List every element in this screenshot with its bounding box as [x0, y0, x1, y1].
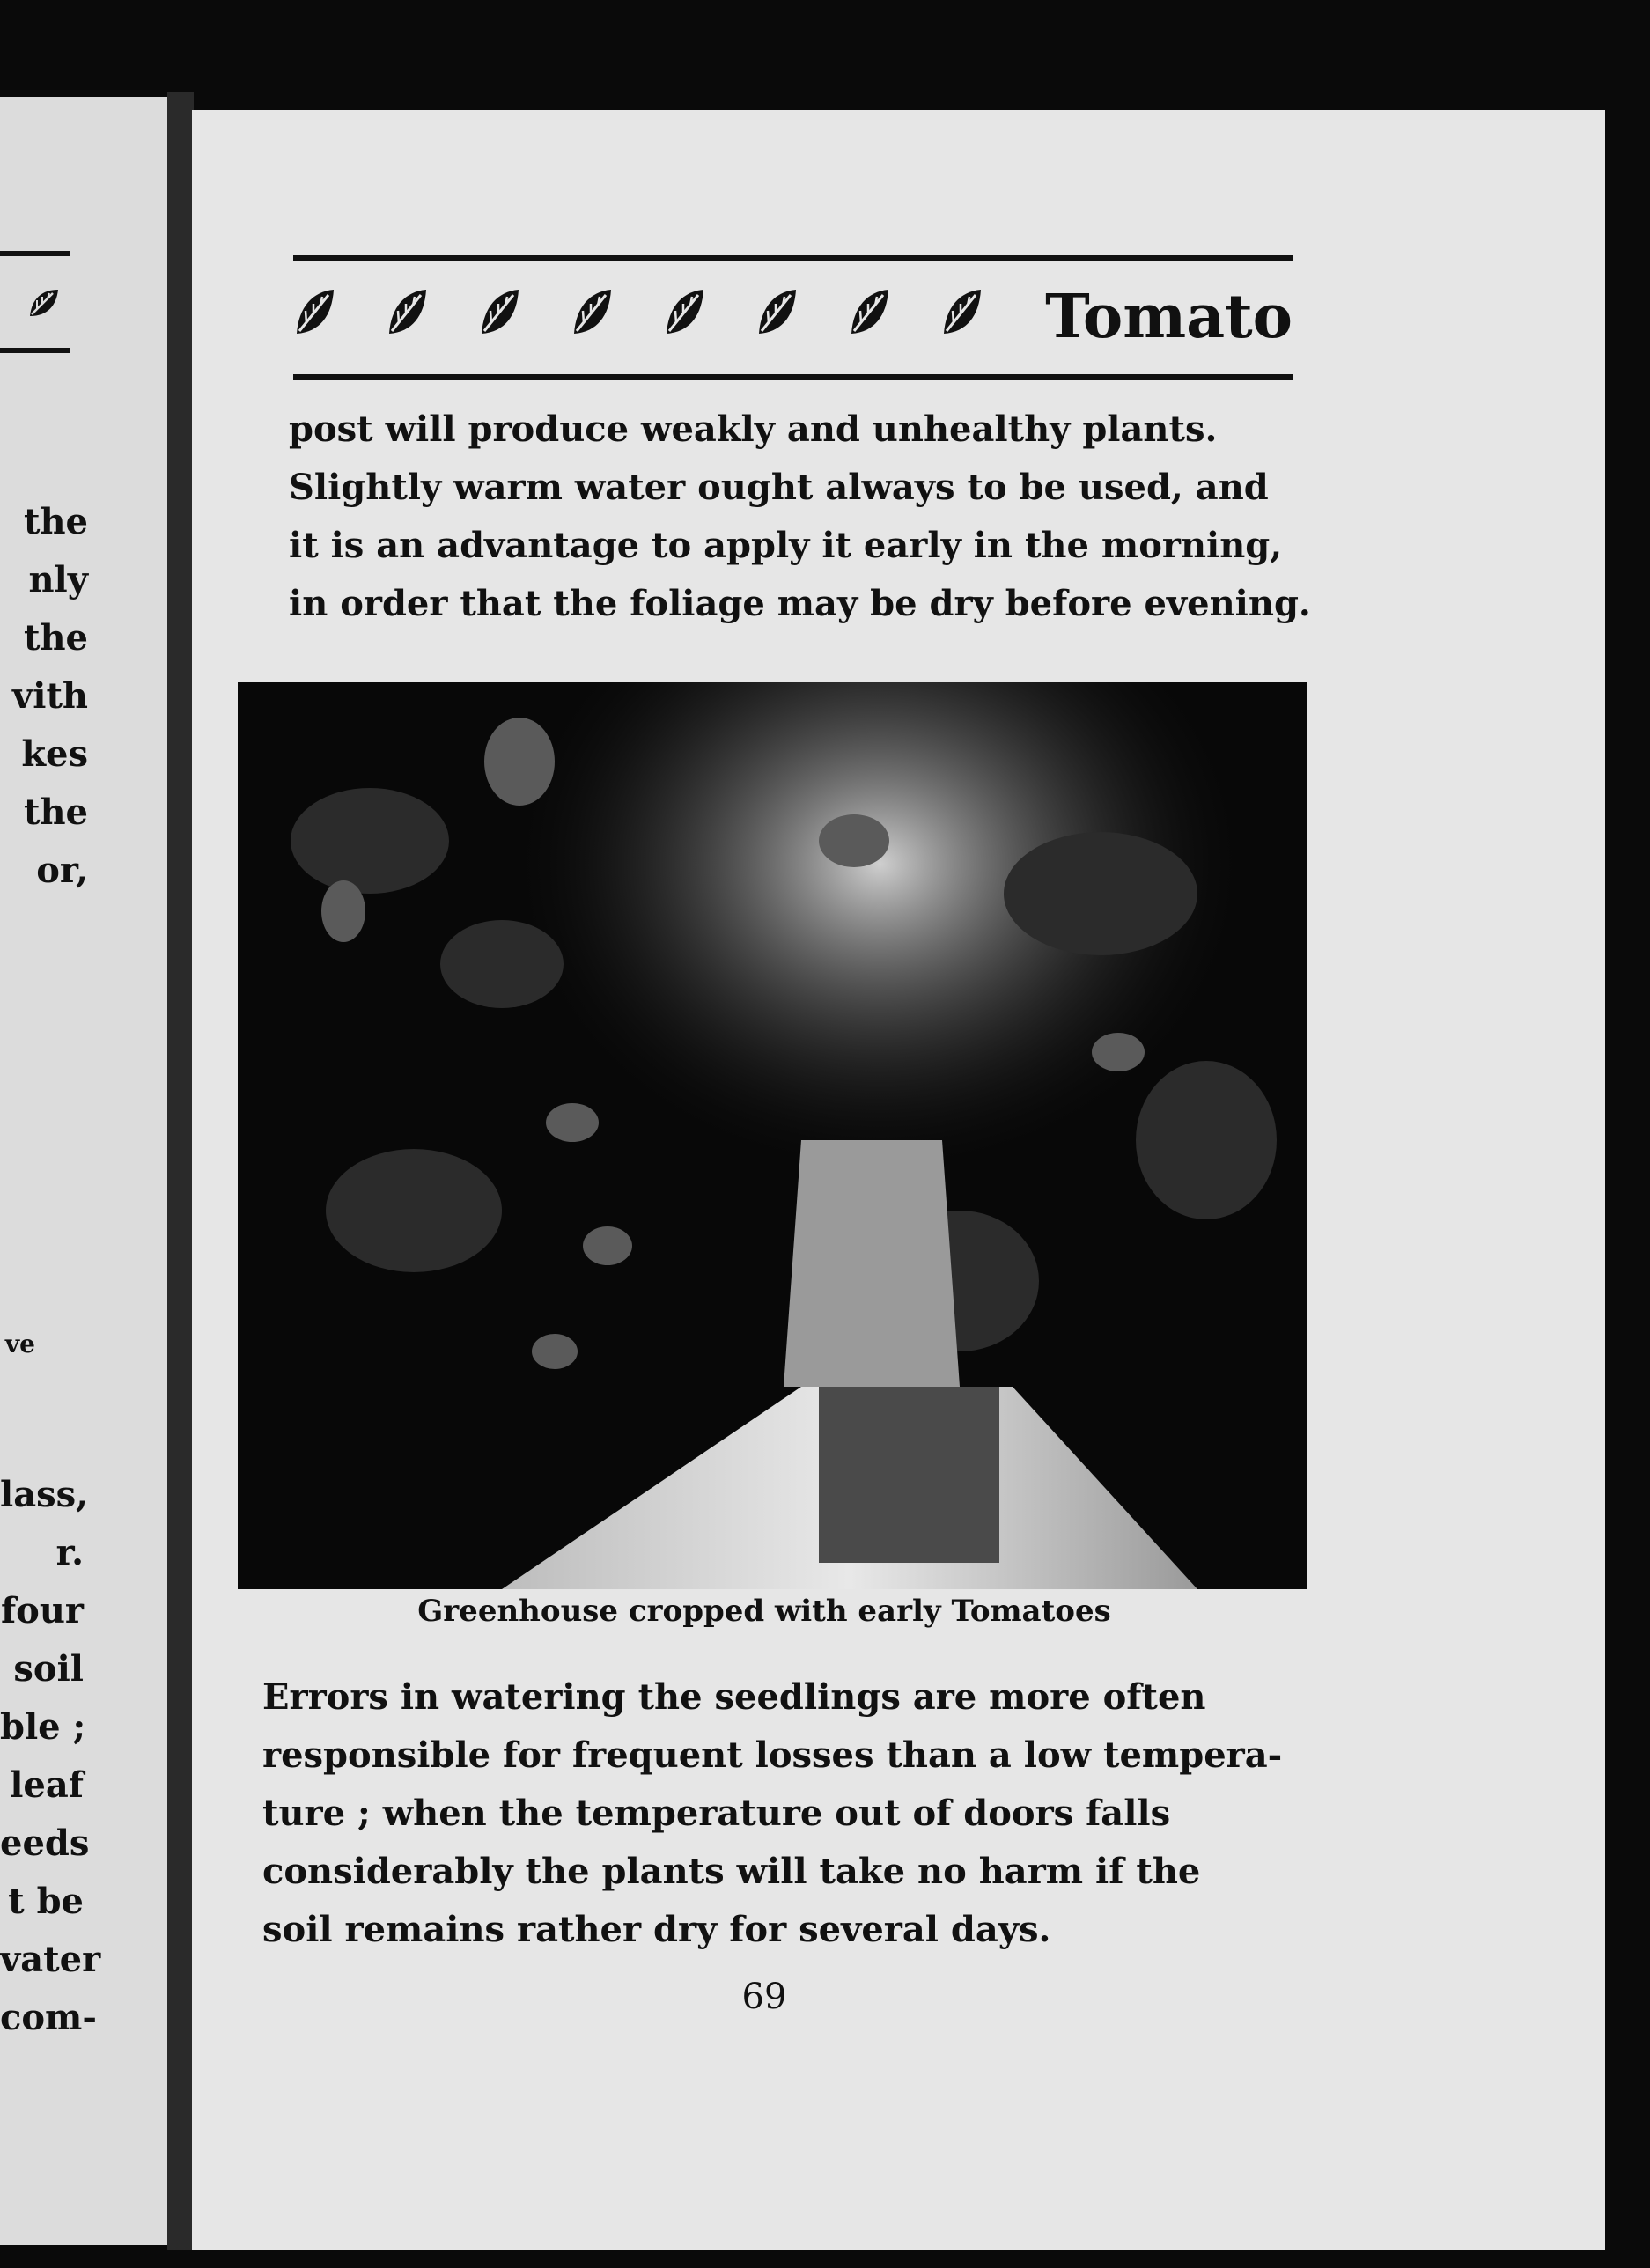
- facing-page-rule-bottom: [0, 348, 70, 353]
- running-title: Tomato: [1045, 282, 1293, 352]
- facing-page-text-top: [0, 493, 88, 900]
- facing-page-text-bottom: [0, 1466, 101, 2047]
- facing-line: vith: [12, 675, 88, 717]
- leaf-icon: [293, 286, 337, 339]
- facing-line: nly: [28, 559, 88, 600]
- text-line: it is an advantage to apply it early in the morning,: [289, 525, 1283, 566]
- paragraph-bottom: [262, 1668, 1283, 1959]
- facing-line: the: [23, 617, 88, 659]
- header-rule-bottom: [293, 374, 1293, 380]
- figure-caption: Greenhouse cropped with early Tomatoes: [417, 1594, 1111, 1629]
- leaf-icon: [26, 286, 62, 321]
- leaf-icon: [663, 286, 707, 339]
- facing-line: eeds: [0, 1822, 90, 1864]
- leaf-icon: [386, 286, 430, 339]
- facing-line: kes: [21, 733, 88, 775]
- facing-line: ble ;: [0, 1706, 86, 1748]
- leaf-icon: [755, 286, 799, 339]
- facing-line: or,: [36, 850, 88, 891]
- leaf-icon: [478, 286, 522, 339]
- facing-line: r.: [55, 1532, 84, 1573]
- leaf-icon: [848, 286, 892, 339]
- facing-line: vater: [0, 1939, 101, 1980]
- facing-line: the: [23, 792, 88, 833]
- greenhouse-photo-image: [238, 682, 1307, 1589]
- paragraph-top: [289, 401, 1311, 633]
- facing-line: lass,: [0, 1474, 89, 1515]
- book-page: [192, 110, 1605, 2250]
- greenhouse-photo: [238, 682, 1307, 1589]
- text-line: considerably the plants will take no harm if the: [262, 1851, 1201, 1892]
- facing-line: the: [23, 501, 88, 542]
- header-rule-top: [293, 255, 1293, 261]
- facing-page-rule-top: [0, 251, 70, 256]
- facing-fragment: ve: [4, 1329, 35, 1359]
- facing-line: soil: [13, 1648, 84, 1690]
- leaf-icon: [940, 286, 984, 339]
- leaf-icon: [571, 286, 615, 339]
- text-line: in order that the foliage may be dry before evening.: [289, 583, 1311, 624]
- text-line: Slightly warm water ought always to be used, and: [289, 467, 1269, 508]
- text-line: responsible for frequent losses than a low tempera-: [262, 1734, 1283, 1776]
- text-line: ture ; when the temperature out of doors falls: [262, 1793, 1171, 1834]
- facing-line: t be: [8, 1881, 84, 1922]
- facing-line: com-: [0, 1997, 97, 2038]
- text-line: post will produce weakly and unhealthy plants.: [289, 409, 1218, 450]
- book-spine: [167, 92, 194, 2250]
- text-line: Errors in watering the seedlings are more often: [262, 1676, 1206, 1718]
- text-line: soil remains rather dry for several days.: [262, 1909, 1051, 1950]
- facing-page: [0, 97, 167, 2245]
- page-number: 69: [741, 1977, 787, 2017]
- facing-line: four: [0, 1590, 84, 1631]
- facing-line: leaf: [10, 1764, 84, 1806]
